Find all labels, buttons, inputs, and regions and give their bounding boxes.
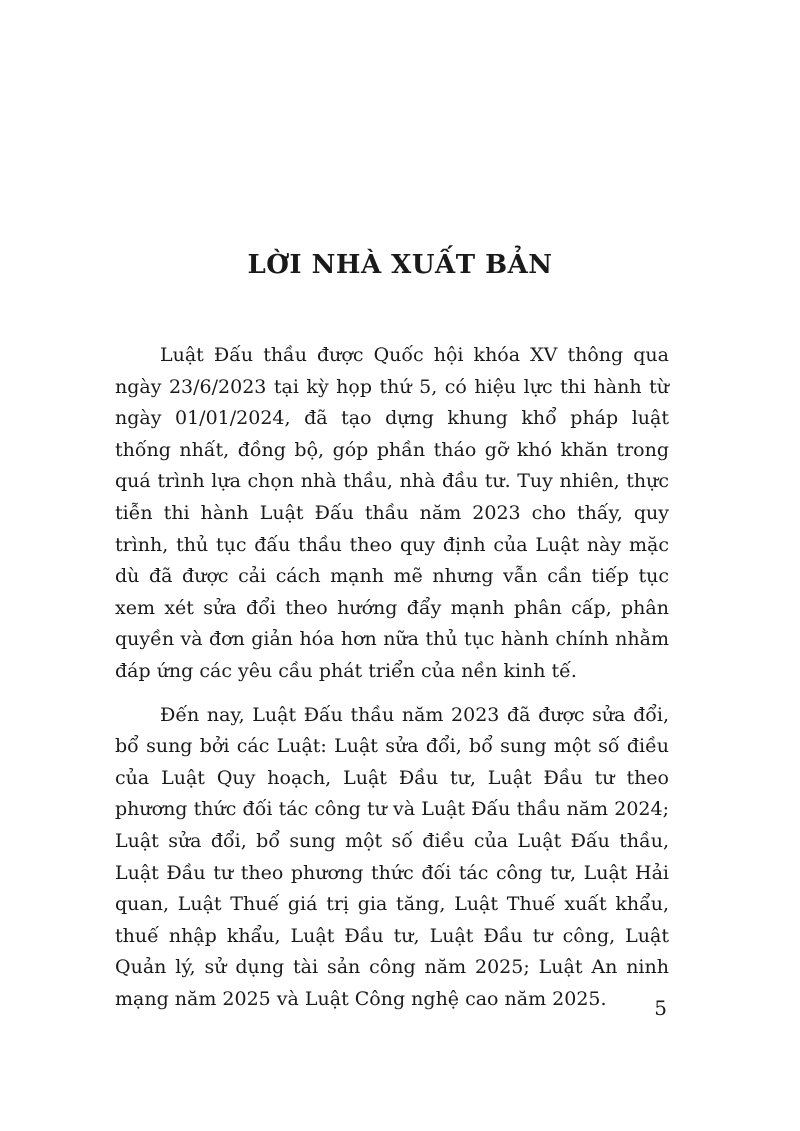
body-text: [115, 340, 669, 1027]
page-number: 5: [654, 996, 667, 1020]
paragraph-2: Đến nay, Luật Đấu thầu năm 2023 đã được sửa đổi, bổ sung bởi các Luật: Luật sửa đổi, bổ sung một số điều của Luật Quy hoạch, Luật Đầu tư, Luật Đầu tư theo phương thức đối tác công tư và Luật Đấu thầu năm 2024; Luật sửa đổi, bổ sung một số điều của Luật Đấu thầu, Luật Đầu tư theo phương thức đối tác công tư, Luật Hải quan, Luật Thuế giá trị gia tăng, Luật Thuế xuất khẩu, thuế nhập khẩu, Luật Đầu tư, Luật Đầu tư công, Luật Quản lý, sử dụng tài sản công năm 2025; Luật An ninh mạng năm 2025 và Luật Công nghệ cao năm 2025.: [115, 703, 669, 1010]
paragraph-1: Luật Đấu thầu được Quốc hội khóa XV thông qua ngày 23/6/2023 tại kỳ họp thứ 5, có hiệu lực thi hành từ ngày 01/01/2024, đã tạo dựng khung khổ pháp luật thống nhất, đồng bộ, góp phần tháo gỡ khó khăn trong quá trình lựa chọn nhà thầu, nhà đầu tư. Tuy nhiên, thực tiễn thi hành Luật Đấu thầu năm 2023 cho thấy, quy trình, thủ tục đấu thầu theo quy định của Luật này mặc dù đã được cải cách mạnh mẽ nhưng vẫn cần tiếp tục xem xét sửa đổi theo hướng đẩy mạnh phân cấp, phân quyền và đơn giản hóa hơn nữa thủ tục hành chính nhằm đáp ứng các yêu cầu phát triển của nền kinh tế.: [115, 344, 669, 682]
page-title: LỜI NHÀ XUẤT BẢN: [247, 250, 553, 280]
